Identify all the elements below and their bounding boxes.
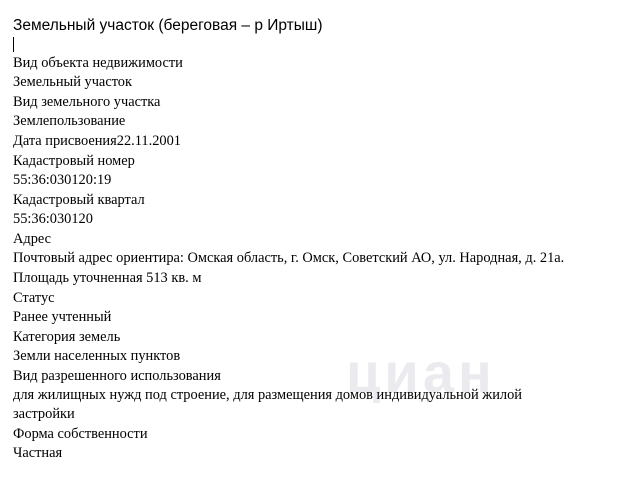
field-value[interactable]: 55:36:030120 — [13, 211, 93, 227]
field-permitted-use — [13, 367, 633, 424]
field-object-type — [13, 54, 633, 92]
field-label: Дата присвоения — [13, 133, 117, 149]
field-label: Статус — [13, 290, 55, 306]
field-value[interactable]: Ранее учтенный — [13, 309, 112, 325]
field-value[interactable]: Почтовый адрес ориентира: Омская область, г. Омск, Советский АО, ул. Народная, д. 21а. — [13, 250, 565, 266]
field-status — [13, 289, 633, 327]
field-cadastral-quarter — [13, 191, 633, 229]
field-value[interactable]: Частная — [13, 445, 63, 461]
field-value[interactable]: Площадь уточненная 513 кв. м — [13, 270, 202, 286]
field-land-category — [13, 328, 633, 366]
field-label: Вид объекта недвижимости — [13, 55, 183, 71]
field-label: Вид земельного участка — [13, 94, 161, 110]
cian-logo-icon: циан — [346, 341, 496, 404]
field-area — [13, 269, 633, 288]
field-label: Вид разрешенного использования — [13, 368, 221, 384]
field-label: Кадастровый квартал — [13, 192, 145, 208]
field-value[interactable]: 22.11.2001 — [116, 133, 181, 149]
field-value[interactable]: Землепользование — [13, 113, 126, 129]
field-value[interactable]: для жилищных нужд под строение, для размещения домов индивидуальной жилой застройки — [13, 387, 522, 422]
field-value[interactable]: Земли населенных пунктов — [13, 348, 181, 364]
field-inline-row — [13, 132, 633, 151]
page-title: Земельный участок (береговая – р Иртыш) — [13, 17, 323, 34]
field-label: Адрес — [13, 231, 52, 247]
field-label: Форма собственности — [13, 426, 148, 442]
field-assignment-date — [13, 132, 633, 151]
document-body — [13, 54, 633, 464]
field-value[interactable]: 55:36:030120:19 — [13, 172, 112, 188]
field-ownership — [13, 425, 633, 463]
field-label: Кадастровый номер — [13, 153, 135, 169]
text-cursor — [13, 37, 14, 52]
field-address — [13, 230, 633, 268]
field-land-type — [13, 93, 633, 131]
field-value[interactable]: Земельный участок — [13, 74, 132, 90]
field-label: Категория земель — [13, 329, 121, 345]
field-cadastral-number — [13, 152, 633, 190]
